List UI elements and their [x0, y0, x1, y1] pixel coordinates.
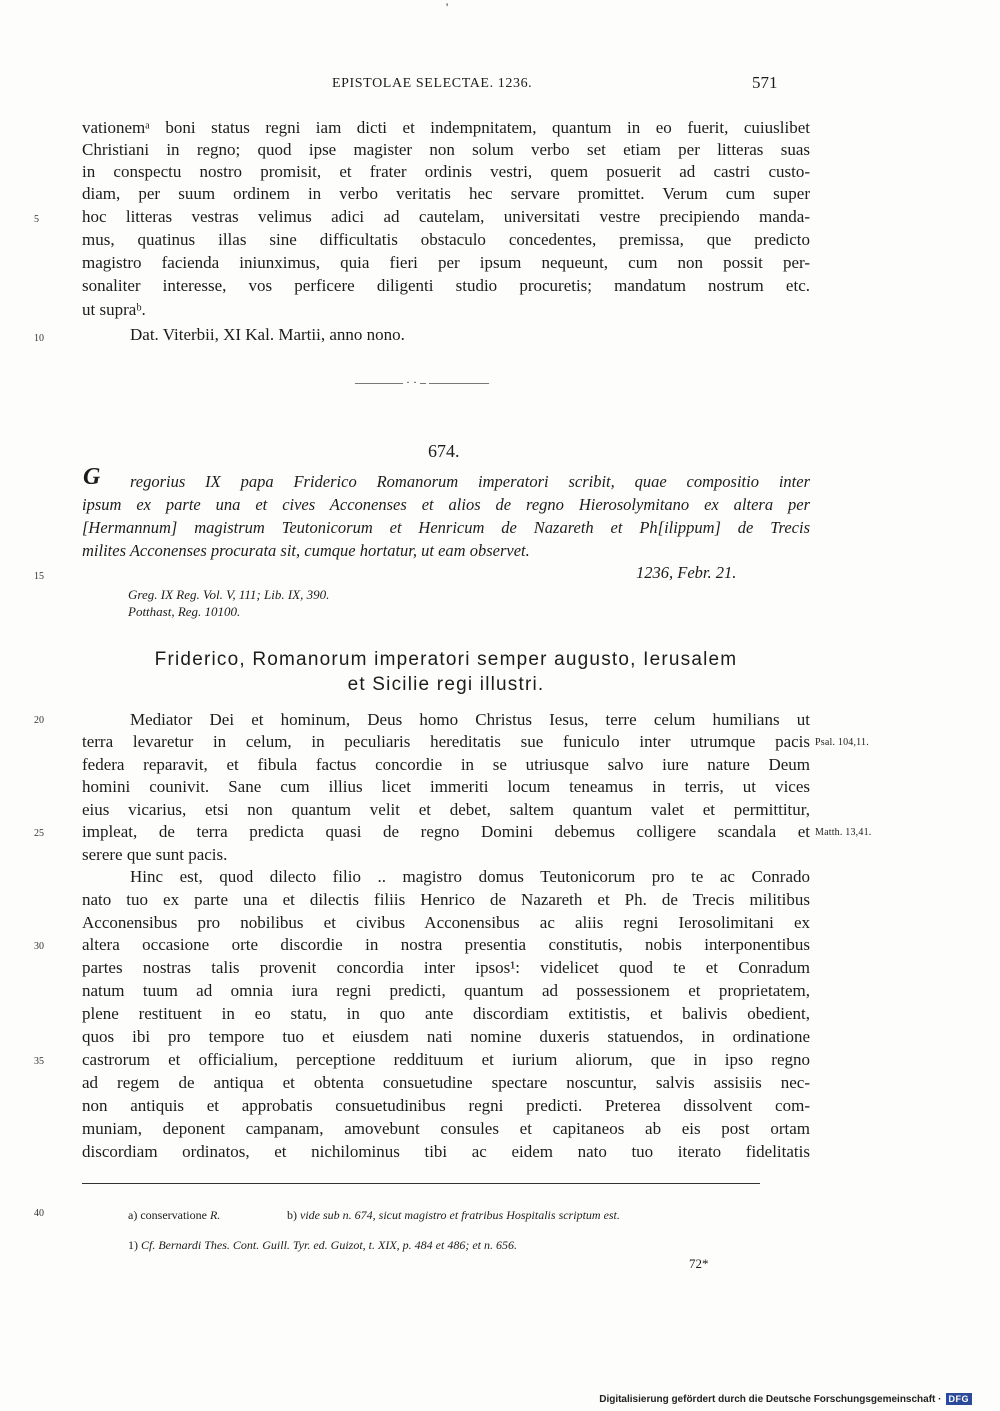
- text-line: serere que sunt pacis.: [82, 845, 228, 864]
- regest-line: regorius IX papa Friderico Romanorum imperatori scribit, quae compositio inter: [130, 472, 810, 491]
- source-potthast: Potthast, Reg. 10100.: [128, 604, 241, 619]
- section-separator: ———–– · · – ––————: [355, 375, 489, 389]
- letter-date: 1236, Febr. 21.: [636, 563, 737, 582]
- signature-mark: 72*: [689, 1256, 709, 1271]
- footnote-a: [128, 1208, 220, 1223]
- text-line: terra levaretur in celum, in peculiaris hereditatis sue funiculo inter utrumque pacis: [82, 732, 810, 751]
- regest-line: [Hermannum] magistrum Teutonicorum et Henricum de Nazareth et Ph[ilippum] de Trecis: [82, 518, 810, 537]
- footnote-marker: a): [128, 1208, 138, 1222]
- page-number: 571: [752, 73, 778, 92]
- margin-note-psalm: Psal. 104,11.: [815, 737, 869, 748]
- text-line: plene restituent in eo statu, in quo ante discordiam extitistis, et balivis obedient,: [82, 1004, 810, 1023]
- text-line: federa reparavit, et fibula factus concordie in se utriusque salvo iure nature Deum: [82, 755, 810, 774]
- text-line: homini counivit. Sane cum illius licet immeriti locum teneamus in terris, ut vices: [82, 777, 810, 796]
- dfg-logo: DFG: [946, 1393, 973, 1405]
- footnote-1: [128, 1238, 517, 1253]
- text-line: hoc litteras vestras velimus adici ad cautelam, universitati vestre precipiendo manda-: [82, 207, 810, 226]
- line-number: 5: [34, 214, 39, 225]
- source-register: Greg. IX Reg. Vol. V, 111; Lib. IX, 390.: [128, 587, 330, 602]
- line-number: 30: [34, 941, 44, 952]
- text-line: ad regem de antiqua et obtenta consuetudine spectare noscuntur, salvis assisiis nec-: [82, 1073, 810, 1092]
- text-line: partes nostras talis provenit concordia inter ipsos¹: videlicet quod te et Conradum: [82, 958, 810, 977]
- text-line: Mediator Dei et hominum, Deus homo Christus Iesus, terre celum humilians ut: [130, 710, 810, 729]
- footnote-marker: 1): [128, 1238, 138, 1252]
- text-line: castrorum et officialium, perceptione reddituum et iurium aliorum, que in ipso regno: [82, 1050, 810, 1069]
- regest-line: milites Acconenses procurata sit, cumque hortatur, ut eam observet.: [82, 541, 530, 560]
- digitization-credit: [599, 1393, 972, 1405]
- text-line: diam, per suum ordinem in verbo veritatis hec servare promittet. Verum cum super: [82, 184, 810, 203]
- text-line: muniam, deponent campanam, amovebunt consules et capitaneos ab eis post ortam: [82, 1119, 810, 1138]
- text-line: Acconensibus pro nobilibus et civibus Acconensibus ac aliis regni Ierosolimitani ex: [82, 913, 810, 932]
- regest-initial: G: [83, 464, 101, 490]
- margin-note-matthew: Matth. 13,41.: [815, 827, 872, 838]
- text-line: quos ibi pro tempore tuo et eiusdem nati nomine duxeris statuendos, in ordinatione: [82, 1027, 810, 1046]
- text-line: in conspectu nostro promisit, et frater ordinis vestri, quem posuerit ad castri custo-: [82, 162, 810, 181]
- text-line: impleat, de terra predicta quasi de regno Domini debemus colligere scandala et: [82, 822, 810, 841]
- regest-line: ipsum ex parte una et cives Acconenses et alios de regno Hierosolymitano ex altera per: [82, 495, 810, 514]
- footnote-text: conservatione: [140, 1208, 207, 1222]
- line-number: 25: [34, 828, 44, 839]
- footnote-marker: b): [287, 1208, 297, 1222]
- text-line: non antiquis et approbatis consuetudinibus regni predicti. Preterea dissolvent com-: [82, 1096, 810, 1115]
- footnote-text: Cf. Bernardi Thes. Cont. Guill. Tyr. ed. Guizot, t. XIX, p. 484 et 486; et n. 656.: [141, 1238, 517, 1252]
- address-line: et Sicilie regi illustri.: [347, 674, 545, 695]
- text-line: nato tuo ex parte una et dilectis filiis Henrico de Nazareth et Ph. de Trecis militibus: [82, 890, 810, 909]
- top-mark: ': [446, 0, 449, 14]
- running-title: EPISTOLAE SELECTAE. 1236.: [332, 76, 533, 91]
- line-number: 15: [34, 571, 44, 582]
- text-line: altera occasione orte discordie in nostra presentia constitutis, nobis interponentibus: [82, 935, 810, 954]
- text-line: vationemᵃ boni status regni iam dicti et indempnitatem, quantum in eo fuerit, cuiuslibet: [82, 118, 810, 137]
- footnote-source: R.: [209, 1208, 221, 1222]
- dating-line: Dat. Viterbii, XI Kal. Martii, anno nono.: [130, 325, 405, 344]
- footnote-text: vide sub n. 674, sicut magistro et fratribus Hospitalis scriptum est.: [300, 1208, 620, 1222]
- text-line: magistro facienda iniunximus, quia fieri per ipsum nequeunt, cum non possit per-: [82, 253, 810, 272]
- text-line: eius vicarius, etsi non quantum velit et debet, saltem quantum valet et permittitur,: [82, 800, 810, 819]
- footnote-rule: [82, 1183, 760, 1184]
- text-line: ut supraᵇ.: [82, 300, 146, 319]
- text-line: discordiam ordinatos, et nichilominus tibi ac eidem nato tuo iterato fidelitatis: [82, 1142, 810, 1161]
- letter-number: 674.: [428, 441, 460, 461]
- text-line: Hinc est, quod dilecto filio .. magistro domus Teutonicorum pro te ac Conrado: [130, 867, 810, 886]
- text-line: natum tuum ad omnia iura regni predicti, quantum ad possessionem et proprietatem,: [82, 981, 810, 1000]
- text-line: mus, quatinus illas sine difficultatis obstaculo concedentes, premissa, que predicto: [82, 230, 810, 249]
- line-number: 20: [34, 715, 44, 726]
- line-number: 40: [34, 1208, 44, 1219]
- address-line: Friderico, Romanorum imperatori semper augusto, Ierusalem: [154, 649, 738, 670]
- line-number: 10: [34, 333, 44, 344]
- text-line: sonaliter interesse, vos perficere diligenti studio procuretis; mandatum nostrum etc.: [82, 276, 810, 295]
- footnote-b: [287, 1208, 620, 1223]
- credit-text: Digitalisierung gefördert durch die Deutsche Forschungsgemeinschaft ·: [599, 1393, 942, 1405]
- line-number: 35: [34, 1056, 44, 1067]
- text-line: Christiani in regno; quod ipse magister non solum verbo set etiam per litteras suas: [82, 140, 810, 159]
